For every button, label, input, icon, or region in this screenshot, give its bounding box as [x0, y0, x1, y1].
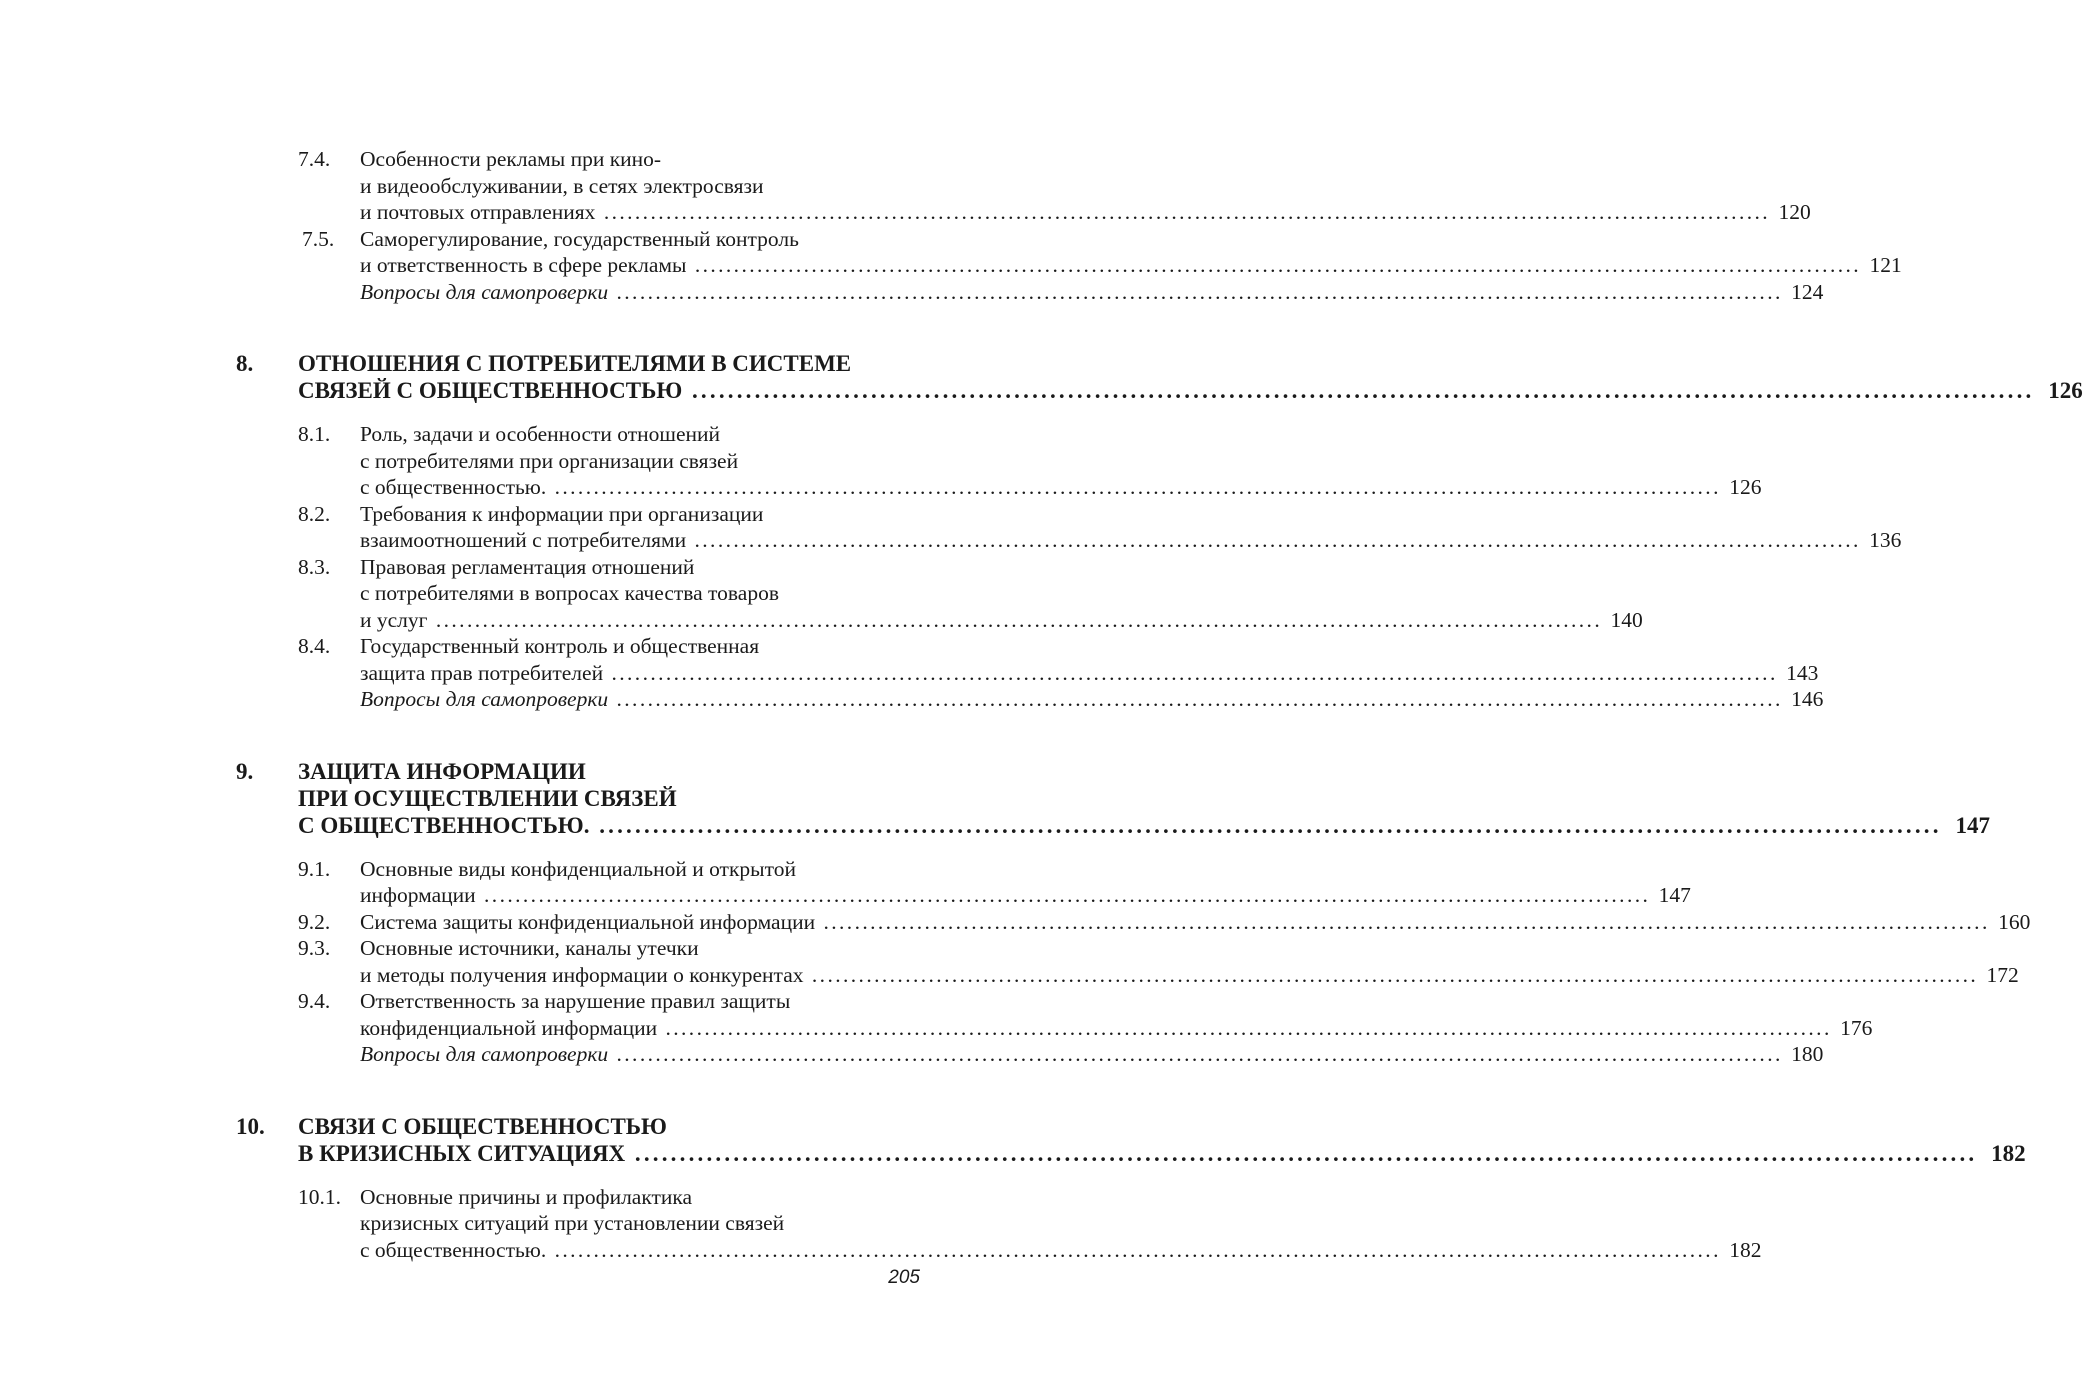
- entry-title-last: и почтовых отправлениях: [360, 200, 596, 224]
- toc-entry-9-2[interactable]: [236, 909, 2031, 936]
- dot-leader: [555, 1238, 1721, 1262]
- entry-leader-line: [360, 199, 1811, 226]
- toc-entry-9-4[interactable]: [236, 988, 1873, 1041]
- toc-entry-questions-8[interactable]: [236, 686, 1824, 713]
- chapter-title-line: ОТНОШЕНИЯ С ПОТРЕБИТЕЛЯМИ В СИСТЕМЕ: [298, 351, 852, 376]
- dot-leader: [635, 1141, 1978, 1166]
- dot-leader: [665, 1016, 1831, 1040]
- toc-chapter-10[interactable]: [236, 1113, 2026, 1167]
- entry-leader-line: [360, 1015, 1873, 1042]
- entry-leader-line: [360, 962, 2019, 989]
- entry-title-last: Система защиты конфиденциальной информации: [360, 909, 816, 934]
- page-number: 205: [888, 1267, 920, 1288]
- chapter-leader-line: [298, 812, 1990, 839]
- chapter-title-last: В КРИЗИСНЫХ СИТУАЦИЯХ: [298, 1140, 626, 1166]
- dot-leader: [695, 528, 1861, 552]
- entry-leader-line: [360, 1041, 1824, 1068]
- table-of-contents: [236, 146, 2083, 1263]
- entry-title-line: Основные причины и профилактика: [360, 1184, 693, 1209]
- entry-leader-line: [360, 909, 2031, 936]
- entry-page: 121: [1869, 253, 1902, 277]
- chapter-page: 126: [2048, 378, 2083, 403]
- entry-leader-line: [360, 279, 1824, 306]
- entry-number: 9.3.: [298, 936, 331, 960]
- entry-page: 126: [1729, 475, 1762, 499]
- entry-title-last: и ответственность в сфере рекламы: [360, 253, 687, 277]
- spacer: [236, 713, 920, 758]
- entry-leader-line: [360, 474, 1762, 501]
- dot-leader: [617, 280, 1783, 304]
- entry-page: 182: [1729, 1237, 1762, 1262]
- entry-number: 7.5.: [302, 226, 335, 251]
- spacer: [236, 404, 920, 421]
- entry-title-line: Роль, задачи и особенности отношений: [360, 422, 721, 446]
- entry-title-last: и методы получения информации о конкурентах: [360, 962, 804, 987]
- entry-number: 9.4.: [298, 989, 331, 1013]
- dot-leader: [436, 608, 1602, 632]
- dot-leader: [692, 378, 2035, 403]
- dot-leader: [617, 687, 1783, 711]
- entry-page: 160: [1998, 909, 2031, 934]
- dot-leader: [484, 883, 1650, 907]
- entry-leader-line: [360, 1237, 1762, 1264]
- entry-title-line: Саморегулирование, государственный контроль: [360, 226, 799, 251]
- toc-entry-9-3[interactable]: [236, 935, 2019, 988]
- toc-entry-10-1[interactable]: [236, 1184, 1762, 1264]
- entry-title-line: Правовая регламентация отношений: [360, 554, 695, 579]
- entry-number: 9.2.: [298, 909, 331, 934]
- dot-leader: [599, 813, 1942, 838]
- chapter-title-last: СВЯЗЕЙ С ОБЩЕСТВЕННОСТЬЮ: [298, 378, 683, 403]
- dot-leader: [823, 910, 1989, 934]
- dot-leader: [617, 1042, 1783, 1066]
- entry-leader-line: [360, 882, 1691, 909]
- entry-page: 172: [1986, 962, 2019, 987]
- entry-page: 124: [1791, 279, 1824, 304]
- entry-page: 176: [1840, 1015, 1873, 1040]
- chapter-title-line: СВЯЗИ С ОБЩЕСТВЕННОСТЬЮ: [298, 1113, 667, 1139]
- toc-entry-8-3[interactable]: [236, 554, 1643, 634]
- entry-title-line: и видеообслуживании, в сетях электросвязи: [360, 173, 764, 198]
- toc-chapter-9[interactable]: [236, 758, 1990, 839]
- dot-leader: [695, 253, 1861, 277]
- entry-title-line: с потребителями при организации связей: [360, 448, 739, 473]
- toc-entry-questions-9[interactable]: [236, 1041, 1824, 1068]
- entry-title-line: Основные источники, каналы утечки: [360, 936, 699, 960]
- toc-entry-8-4[interactable]: [236, 633, 1819, 686]
- entry-number: 8.1.: [298, 422, 331, 446]
- entry-page: 143: [1786, 660, 1819, 685]
- spacer: [236, 1068, 920, 1113]
- toc-chapter-8[interactable]: [236, 350, 2083, 404]
- entry-title-line: Особенности рекламы при кино-: [360, 147, 662, 171]
- entry-leader-line: [360, 660, 1819, 687]
- spacer: [236, 305, 920, 350]
- entry-leader-line: [360, 686, 1824, 713]
- entry-title-last: информации: [360, 883, 476, 907]
- entry-title-last: Вопросы для самопроверки: [360, 687, 609, 711]
- spacer: [236, 839, 920, 856]
- chapter-title-last: С ОБЩЕСТВЕННОСТЬЮ.: [298, 812, 590, 838]
- chapter-number: 10.: [236, 1113, 265, 1139]
- chapter-page: 147: [1955, 812, 1990, 838]
- dot-leader: [604, 200, 1770, 224]
- toc-entry-9-1[interactable]: [236, 856, 1691, 909]
- chapter-page: 182: [1991, 1140, 2026, 1166]
- toc-entry-questions-7[interactable]: [236, 279, 1824, 306]
- chapter-number: 8.: [236, 351, 254, 376]
- toc-entry-8-2[interactable]: [236, 501, 1902, 554]
- entry-leader-line: [360, 527, 1902, 554]
- entry-title-line: с потребителями в вопросах качества товаров: [360, 581, 779, 605]
- toc-entry-8-1[interactable]: [236, 421, 1762, 501]
- entry-page: 146: [1791, 687, 1824, 711]
- entry-number: 9.1.: [298, 856, 331, 881]
- entry-title-line: кризисных ситуаций при установлении связей: [360, 1211, 785, 1235]
- entry-title-last: с общественностью.: [360, 475, 547, 499]
- entry-title-line: Государственный контроль и общественная: [360, 634, 760, 658]
- chapter-leader-line: [298, 1140, 2026, 1167]
- entry-number: 8.2.: [298, 501, 331, 526]
- toc-entry-7-5[interactable]: [236, 226, 1902, 279]
- entry-title-last: с общественностью.: [360, 1237, 547, 1262]
- entry-title-line: Требования к информации при организации: [360, 501, 764, 526]
- entry-number: 10.1.: [298, 1184, 341, 1209]
- dot-leader: [611, 661, 1777, 685]
- entry-page: 147: [1658, 883, 1691, 907]
- entry-page: 180: [1791, 1042, 1824, 1066]
- entry-title-last: конфиденциальной информации: [360, 1015, 658, 1040]
- entry-title-last: Вопросы для самопроверки: [360, 1042, 609, 1066]
- chapter-number: 9.: [236, 758, 254, 784]
- entry-title-line: Ответственность за нарушение правил защиты: [360, 989, 791, 1013]
- entry-leader-line: [360, 252, 1902, 279]
- entry-number: 8.4.: [298, 634, 331, 658]
- dot-leader: [812, 963, 1978, 987]
- chapter-leader-line: [298, 377, 2083, 404]
- entry-title-last: защита прав потребителей: [360, 660, 604, 685]
- entry-page: 120: [1778, 200, 1811, 224]
- entry-leader-line: [360, 607, 1643, 634]
- chapter-title-line: ЗАЩИТА ИНФОРМАЦИИ: [298, 758, 586, 784]
- dot-leader: [555, 475, 1721, 499]
- entry-title-last: и услуг: [360, 607, 428, 632]
- entry-title-last: Вопросы для самопроверки: [360, 279, 609, 304]
- entry-title-line: Основные виды конфиденциальной и открытой: [360, 856, 796, 881]
- spacer: [236, 1167, 920, 1184]
- entry-page: 140: [1610, 607, 1643, 632]
- entry-number: 7.4.: [298, 147, 331, 171]
- chapter-title-line: ПРИ ОСУЩЕСТВЛЕНИИ СВЯЗЕЙ: [298, 785, 677, 811]
- entry-number: 8.3.: [298, 554, 331, 579]
- entry-title-last: взаимоотношений с потребителями: [360, 528, 687, 552]
- toc-entry-7-4[interactable]: [236, 146, 1811, 226]
- entry-page: 136: [1869, 528, 1902, 552]
